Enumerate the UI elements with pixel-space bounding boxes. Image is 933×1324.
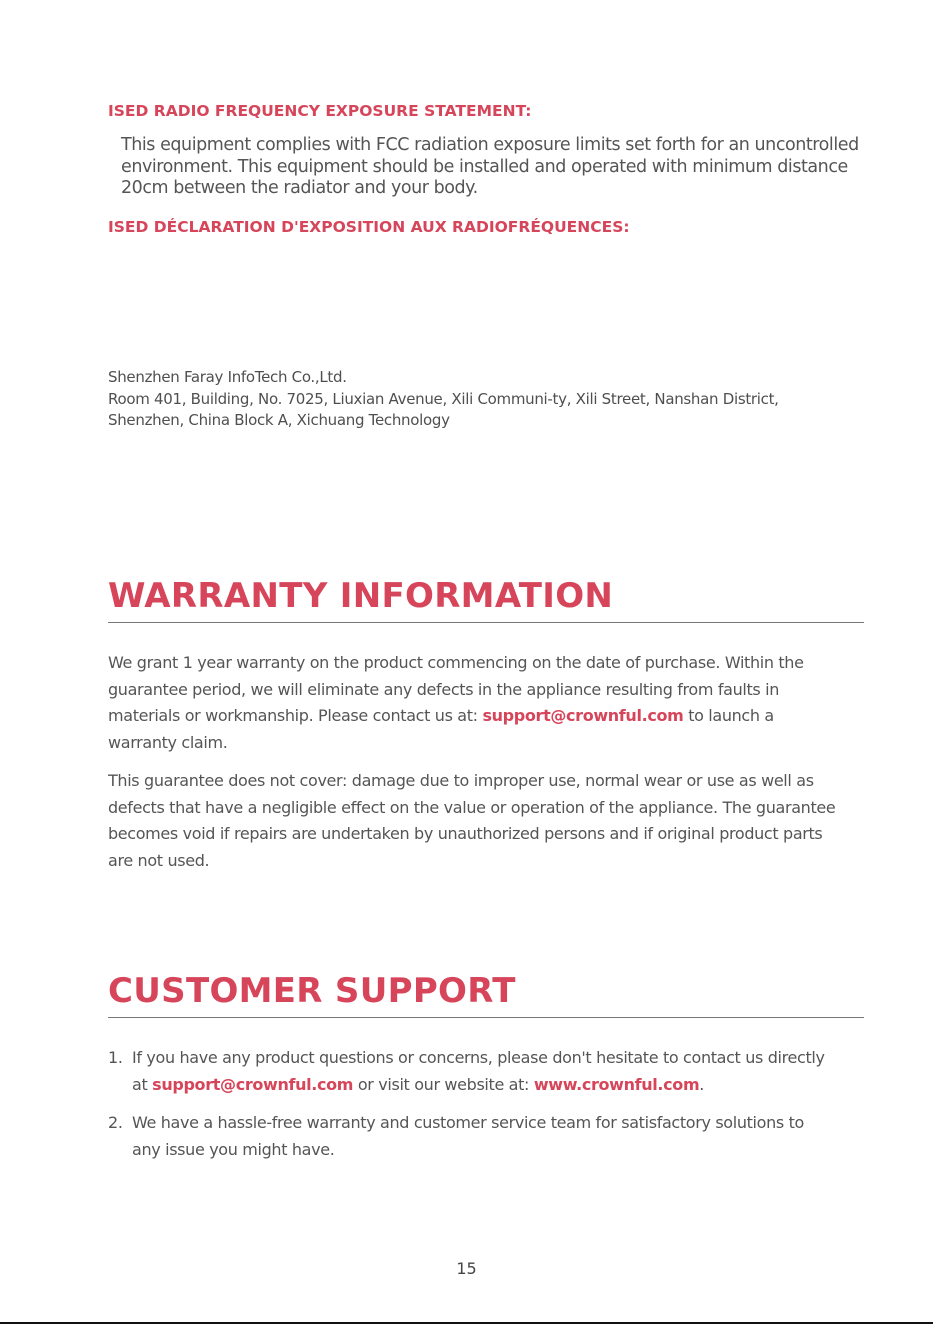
support-list-item-1 [108,1045,868,1098]
support-item-1-at: at [132,1074,148,1094]
warranty-p1-text: materials or workmanship. Please contact us at: [108,706,478,726]
support-email-link[interactable]: support@crownful.com [152,1074,354,1094]
support-list-item-2 [108,1110,868,1163]
fcc-line-2: environment. This equipment should be installed and operated with minimum distance [121,156,848,177]
warranty-paragraph-2 [108,768,868,875]
address-line-2: Room 401, Building, No. 7025, Liuxian Avenue, Xili Communi-ty, Xili Street, Nanshan District, [108,389,779,408]
warranty-email-link[interactable]: support@crownful.com [482,706,684,726]
warranty-p2-line-1: This guarantee does not cover: damage due to improper use, normal wear or use as well as [108,771,814,790]
warranty-p1-line-4: warranty claim. [108,733,228,753]
support-item-1-period: . [699,1074,705,1094]
ised-heading: ISED DÉCLARATION D'EXPOSITION AUX RADIOFRÉQUENCES: [108,218,630,236]
company-address [108,367,908,432]
warranty-p2-line-3: becomes void if repairs are undertaken by unauthorized persons and if original product parts [108,824,823,844]
warranty-p2-line-2: defects that have a negligible effect on the value or operation of the appliance. The guarantee [108,797,836,817]
fcc-heading: ISED RADIO FREQUENCY EXPOSURE STATEMENT: [108,102,532,120]
list-number-1: 1. [108,1048,123,1067]
support-item-1-line-1: If you have any product questions or concerns, please don't hesitate to contact us directly [132,1048,825,1067]
fcc-line-3: 20cm between the radiator and your body. [121,178,478,198]
page-number: 15 [456,1259,477,1278]
warranty-p1-line-2: guarantee period, we will eliminate any defects in the appliance resulting from faults in [108,679,779,699]
warranty-divider [108,622,864,623]
fcc-line-1: This equipment complies with FCC radiation exposure limits set forth for an uncontrolled [121,135,859,155]
support-item-2-line-1: We have a hassle-free warranty and customer service team for satisfactory solutions to [132,1113,804,1132]
warranty-paragraph-1 [108,650,868,757]
address-line-1: Shenzhen Faray InfoTech Co.,Ltd. [108,368,347,386]
support-item-2-line-2: any issue you might have. [132,1139,335,1159]
support-item-1-line-2 [132,1072,868,1099]
support-divider [108,1017,864,1018]
support-item-1-mid: or visit our website at: [357,1074,530,1094]
warranty-title: WARRANTY INFORMATION [108,576,614,616]
warranty-p1-text-end: to launch a [688,706,774,726]
warranty-p2-line-4: are not used. [108,851,210,871]
list-number-2: 2. [108,1113,123,1132]
warranty-p1-line-1: We grant 1 year warranty on the product commencing on the date of purchase. Within the [108,653,804,672]
website-link[interactable]: www.crownful.com [533,1074,700,1094]
address-line-3: Shenzhen, China Block A, Xichuang Technology [108,411,450,429]
support-title: CUSTOMER SUPPORT [108,971,516,1011]
warranty-p1-line-3 [108,703,868,730]
fcc-statement [121,135,911,200]
